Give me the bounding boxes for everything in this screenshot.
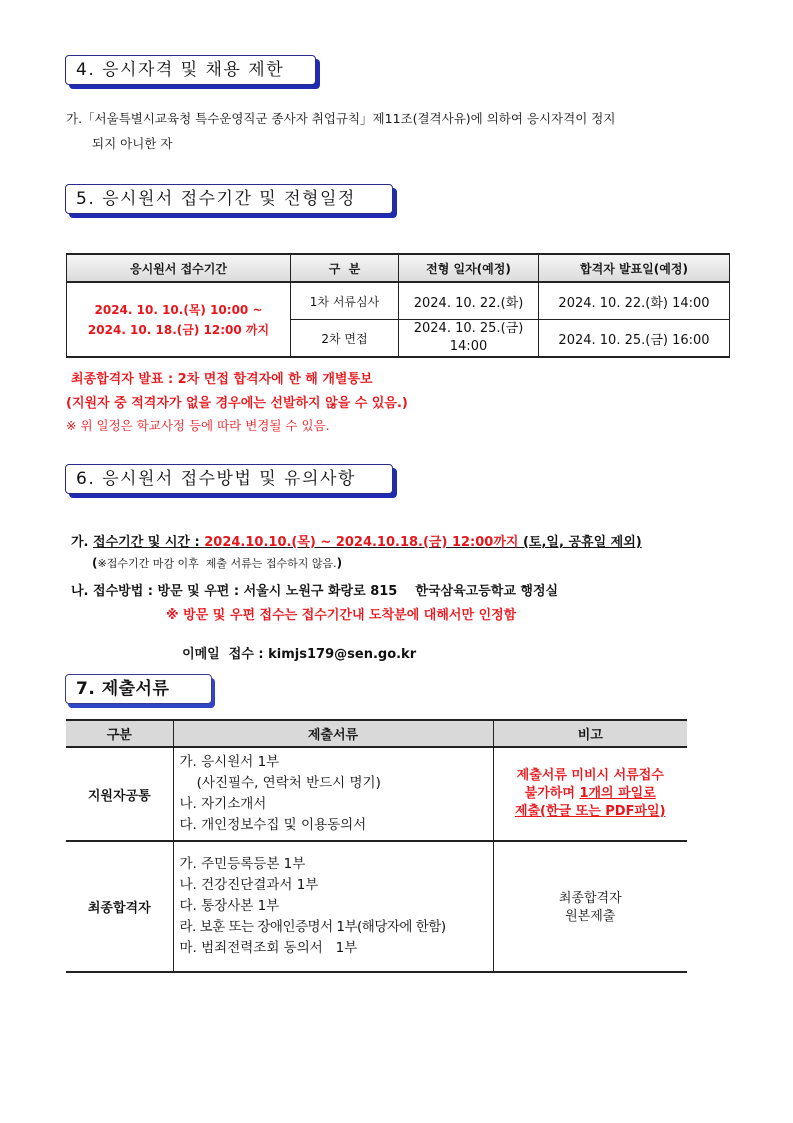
application-period-cell <box>67 282 291 357</box>
paren-open: ( <box>92 556 98 570</box>
document-item: 가. 주민등록등본 1부 <box>179 856 306 872</box>
period-prefix: 접수기간 및 시간 : <box>93 535 205 550</box>
period-line2: 2024. 10. 18.(금) 12:00 까지 <box>87 322 270 337</box>
date-line1: 2024. 10. 25.(금) <box>413 321 524 336</box>
documents-header-row <box>66 720 687 747</box>
period-dates: 2024.10.10.(목) ~ 2024.10.18.(금) 12:00까지 <box>204 535 519 550</box>
category-cell: 지원자공통 <box>66 747 173 841</box>
section-4-title <box>65 55 316 85</box>
remark-line3: 제출(한글 또는 PDF파일) <box>514 804 666 819</box>
arrival-warning: ※ 방문 및 우편 접수는 접수기간내 도착분에 대해서만 인정함 <box>166 608 517 623</box>
header-application-period: 응시원서 접수기간 <box>67 254 291 282</box>
paren-close: ) <box>336 556 343 570</box>
period-line1: 2024. 10. 10.(목) 10:00 ~ <box>94 302 263 317</box>
application-period-line <box>71 531 642 550</box>
document-item: 나. 자기소개서 <box>179 796 267 812</box>
final-announcement-note: 최종합격자 발표 : 2차 면접 합격자에 한 해 개별통보 <box>71 372 373 387</box>
section-4-item-ga-line1: 가.「서울특별시교육청 특수운영직군 종사자 취업규칙」제11조(결격사유)에 의하여 응시자격이 정지 <box>66 111 616 126</box>
documents-cell <box>173 841 493 972</box>
email-line <box>173 628 416 662</box>
section-6-title <box>65 464 393 494</box>
header-screening-date: 전형 일자(예정) <box>399 254 539 282</box>
remark-line1: 최종합격자 <box>558 891 622 906</box>
remarks-cell <box>493 841 687 972</box>
stage-cell: 1차 서류심사 <box>291 282 399 320</box>
schedule-change-note: ※ 위 일정은 학교사정 등에 따라 변경될 수 있음. <box>66 418 330 433</box>
remark-line2 <box>494 785 688 803</box>
stage-cell: 2차 면접 <box>291 320 399 358</box>
schedule-header-row <box>67 254 730 282</box>
header-announcement-date: 합격자 발표일(예정) <box>539 254 730 282</box>
remark-line1: 제출서류 미비시 서류접수 <box>516 768 664 783</box>
remark-line2: 원본제출 <box>565 909 616 924</box>
header-remarks: 비고 <box>493 720 687 747</box>
documents-table <box>66 719 687 973</box>
announce-cell: 2024. 10. 25.(금) 16:00 <box>539 320 730 358</box>
section-4-title-text: 4. 응시자격 및 채용 제한 <box>76 60 285 80</box>
submission-method-line: 나. 접수방법 : 방문 및 우편 : 서울시 노원구 화랑로 815 한국삼육고등학교 행정실 <box>71 584 559 599</box>
remark-line2-prefix: 불가하며 <box>524 786 580 801</box>
date-line2: 14:00 <box>449 339 488 354</box>
remarks-cell <box>493 747 687 841</box>
header-category: 구 분 <box>291 254 399 282</box>
section-5-title-text: 5. 응시원서 접수기간 및 전형일정 <box>76 189 356 209</box>
date-cell <box>399 320 539 358</box>
announce-cell: 2024. 10. 22.(화) 14:00 <box>539 282 730 320</box>
remark-line2-underlined: 1개의 파일로 <box>579 786 656 801</box>
document-item: 마. 범죄전력조회 동의서 1부 <box>179 940 358 956</box>
table-row <box>66 841 687 972</box>
date-cell: 2024. 10. 22.(화) <box>399 282 539 320</box>
deadline-note-text: ※접수기간 마감 이후 제출 서류는 접수하지 않음. <box>97 557 337 570</box>
category-cell: 최종합격자 <box>66 841 173 972</box>
no-qualified-note: (지원자 중 적격자가 없을 경우에는 선발하지 않을 수 있음.) <box>66 396 408 411</box>
table-row <box>66 747 687 841</box>
section-7-title-text: 7. 제출서류 <box>76 679 170 699</box>
document-item: 다. 개인정보수집 및 이용동의서 <box>179 817 367 833</box>
schedule-table <box>66 253 730 358</box>
document-item: 라. 보훈 또는 장애인증명서 1부(해당자에 한함) <box>179 919 446 935</box>
document-item: (사진필수, 연락처 반드시 명기) <box>179 775 381 791</box>
header-documents: 제출서류 <box>173 720 493 747</box>
document-item: 가. 응시원서 1부 <box>179 754 280 770</box>
item-ga-label: 가. <box>71 535 94 550</box>
table-row <box>67 282 730 320</box>
section-6-title-text: 6. 응시원서 접수방법 및 유의사항 <box>76 469 356 489</box>
email-label: 이메일 접수 : <box>182 647 269 662</box>
section-4-item-ga-line2: 되지 아니한 자 <box>92 136 173 151</box>
section-7-title <box>65 674 212 704</box>
section-5-title <box>65 184 393 214</box>
document-item: 나. 건강진단결과서 1부 <box>179 877 319 893</box>
header-category: 구분 <box>66 720 173 747</box>
deadline-note <box>92 555 342 571</box>
period-suffix: (토,일, 공휴일 제외) <box>518 535 642 550</box>
documents-cell <box>173 747 493 841</box>
email-address[interactable]: kimjs179@sen.go.kr <box>268 647 417 662</box>
item-ga-underlined <box>93 535 642 550</box>
document-item: 다. 통장사본 1부 <box>179 898 280 914</box>
